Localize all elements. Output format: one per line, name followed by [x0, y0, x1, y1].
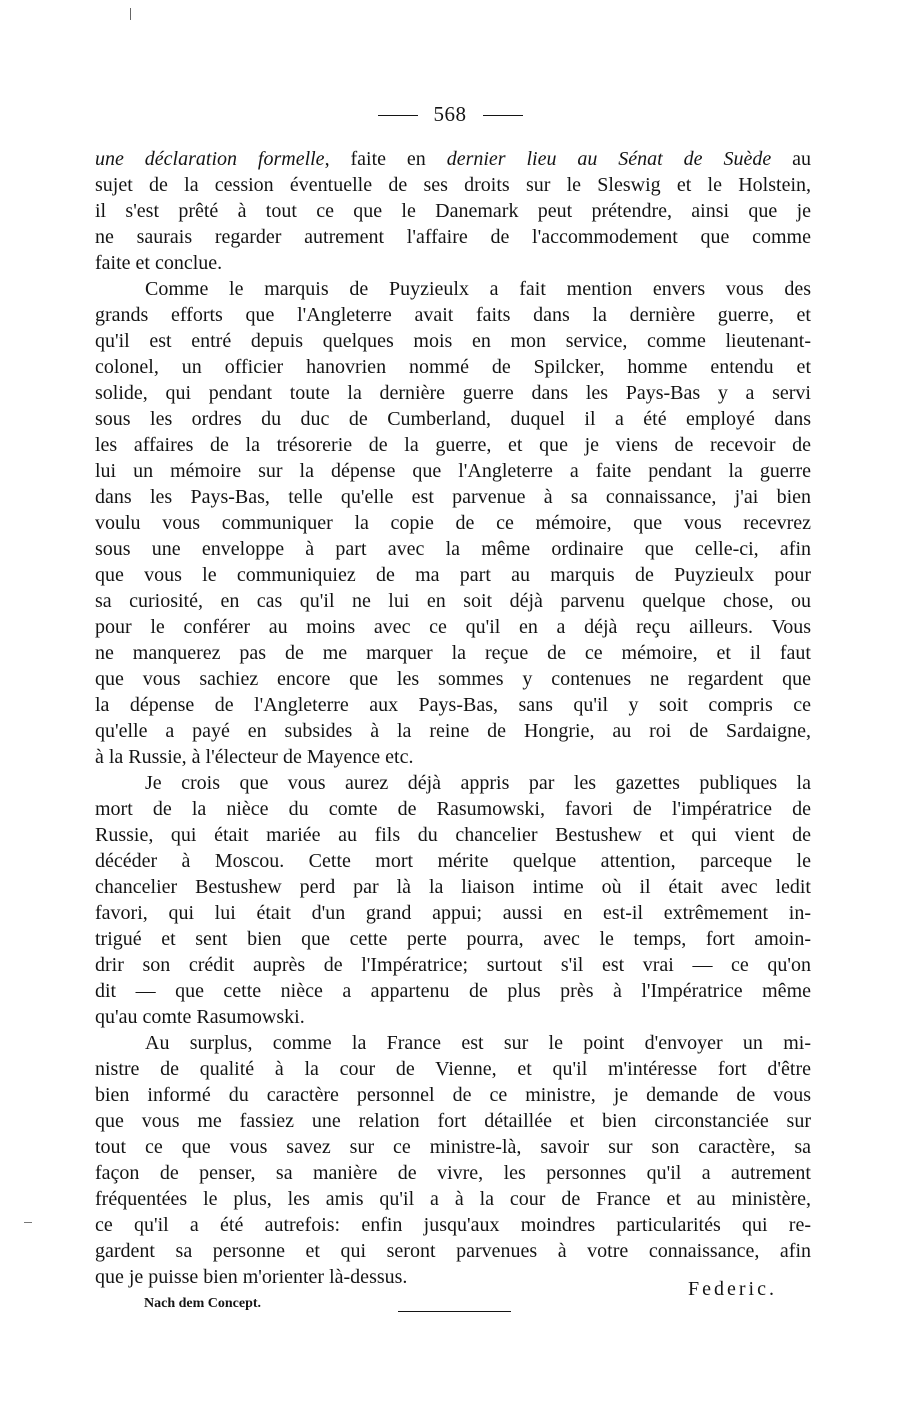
italic-text: dernier lieu au Sénat de Suède: [446, 148, 772, 170]
text-line: trigué et sent bien que cette perte pourra, avec le temps, fort amoin-: [95, 928, 811, 950]
text-line: Comme le marquis de Puyzieulx a fait mention envers vous des: [145, 278, 811, 300]
text-line: que je puisse bien m'orienter là-dessus.: [95, 1266, 408, 1288]
text-line: solide, qui pendant toute la dernière guerre dans les Pays-Bas y a servi: [95, 382, 811, 404]
text-line: grands efforts que l'Angleterre avait faits dans la dernière guerre, et: [95, 304, 811, 326]
text-line: qu'il est entré depuis quelques mois en mon service, comme lieutenant-: [95, 330, 811, 352]
text-line: Au surplus, comme la France est sur le point d'envoyer un mi-: [145, 1032, 811, 1054]
text-line: les affaires de la trésorerie de la guerre, et que je viens de recevoir de: [95, 434, 811, 456]
text-line: décéder à Moscou. Cette mort mérite quelque attention, parceque le: [95, 850, 811, 872]
text-line: Russie, qui était mariée au fils du chancelier Bestushew et qui vient de: [95, 824, 811, 846]
text-line: chancelier Bestushew perd par là la liaison intime où il était avec ledit: [95, 876, 811, 898]
paragraph: [95, 1030, 811, 1290]
text-line: sa curiosité, en cas qu'il ne lui en soit déjà parvenu quelque chose, ou: [95, 590, 811, 612]
text-line: fréquentées le plus, les amis qu'il a à la cour de France et au ministère,: [95, 1188, 811, 1210]
source-note: Nach dem Concept.: [144, 1296, 262, 1311]
text-line: sujet de la cession éventuelle de ses droits sur le Sleswig et le Holstein,: [95, 174, 811, 196]
text-line: à la Russie, à l'électeur de Mayence etc.: [95, 746, 414, 768]
text-line: drir son crédit auprès de l'Impératrice; surtout s'il est vrai — ce qu'on: [95, 954, 811, 976]
paragraph: [95, 146, 811, 276]
text-line: ne saurais regarder autrement l'affaire de l'accommodement que comme: [95, 226, 811, 248]
end-rule: [398, 1311, 511, 1312]
page-header: [0, 100, 900, 128]
header-dash-left: [378, 115, 418, 116]
text-line: sous une enveloppe à part avec la même ordinaire que celle-ci, afin: [95, 538, 811, 560]
text-line: façon de penser, sa manière de vivre, les personnes qu'il a autrement: [95, 1162, 811, 1184]
text-line: favori, qui lui était d'un grand appui; aussi en est-il extrêmement in-: [95, 902, 811, 924]
text-line: il s'est prêté à tout ce que le Danemark peut prétendre, ainsi que je: [95, 200, 811, 222]
text-line: colonel, un officier hanovrien nommé de Spilcker, homme entendu et: [95, 356, 811, 378]
text-line: bien informé du caractère personnel de ce ministre, je demande de vous: [95, 1084, 811, 1106]
text-line: la dépense de l'Angleterre aux Pays-Bas, sans qu'il y soit compris ce: [95, 694, 811, 716]
text-line: pour le conférer au moins avec ce qu'il en a déjà reçu ailleurs. Vous: [95, 616, 811, 638]
text-line: que vous le communiquiez de ma part au marquis de Puyzieulx pour: [95, 564, 811, 586]
text-line: ne manquerez pas de me marquer la reçue de ce mémoire, et il faut: [95, 642, 811, 664]
text-line: une déclaration formelle, faite en dernier lieu au Sénat de Suède au: [95, 148, 811, 170]
text-line: gardent sa personne et qui seront parvenues à votre connaissance, afin: [95, 1240, 811, 1262]
text-line: que vous me fassiez une relation fort détaillée et bien circonstanciée sur: [95, 1110, 811, 1132]
scan-mark: [24, 1222, 32, 1223]
text-line: nistre de qualité à la cour de Vienne, et qu'il m'intéresse fort d'être: [95, 1058, 811, 1080]
text-line: qu'au comte Rasumowski.: [95, 1006, 305, 1028]
text-line: dans les Pays-Bas, telle qu'elle est parvenue à sa connaissance, j'ai bien: [95, 486, 811, 508]
paragraph: [95, 276, 811, 770]
text-line: qu'elle a payé en subsides à la reine de Hongrie, au roi de Sardaigne,: [95, 720, 811, 742]
text-line: Je crois que vous aurez déjà appris par les gazettes publiques la: [145, 772, 811, 794]
text-line: tout ce que vous savez sur ce ministre-là, savoir sur son caractère, sa: [95, 1136, 811, 1158]
text-line: sous les ordres du duc de Cumberland, duquel il a été employé dans: [95, 408, 811, 430]
signature: Federic.: [688, 1278, 777, 1300]
text-line: que vous sachiez encore que les sommes y contenues ne regardent que: [95, 668, 811, 690]
body-text: [95, 146, 811, 1290]
header-dash-right: [483, 115, 523, 116]
paragraph: [95, 770, 811, 1030]
scan-mark: [130, 8, 131, 20]
text-line: mort de la nièce du comte de Rasumowski, favori de l'impératrice de: [95, 798, 811, 820]
page-number: 568: [433, 102, 467, 126]
text-line: voulu vous communiquer la copie de ce mémoire, que vous recevrez: [95, 512, 811, 534]
text-line: faite et conclue.: [95, 252, 223, 274]
text-line: dit — que cette nièce a appartenu de plus près à l'Impératrice même: [95, 980, 811, 1002]
text-line: ce qu'il a été autrefois: enfin jusqu'aux moindres particularités qui re-: [95, 1214, 811, 1236]
italic-text: une déclaration formelle: [95, 148, 325, 170]
text-line: lui un mémoire sur la dépense que l'Angleterre a faite pendant la guerre: [95, 460, 811, 482]
